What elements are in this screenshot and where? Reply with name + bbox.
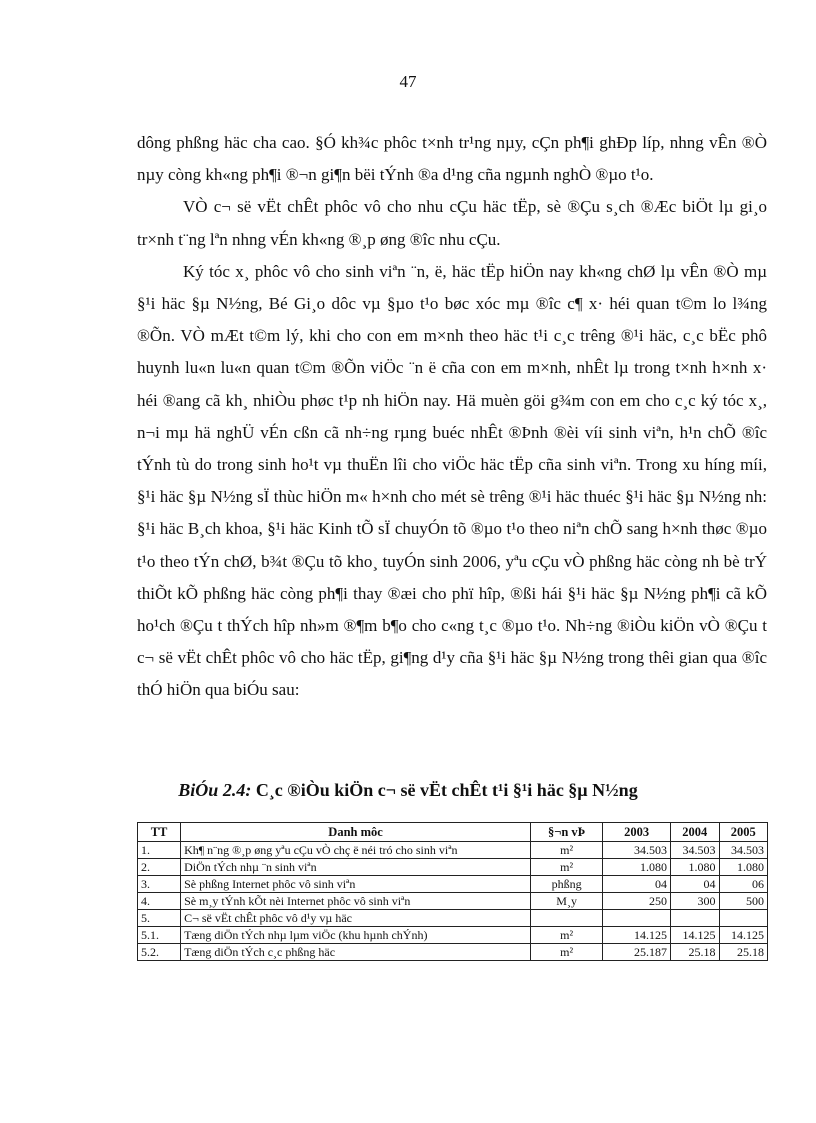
cell-item: Kh¶ n¨ng ®¸p øng yªu cÇu vÒ chç ë néi tró cho sinh viªn [181,842,531,859]
cell-tt: 5.1. [138,927,181,944]
table-row [138,944,768,961]
cell-tt: 2. [138,859,181,876]
page-number: 47 [399,72,417,91]
cell-item: Sè m¸y tÝnh kÕt nèi Internet phôc vô sinh viªn [181,893,531,910]
cell-unit [531,910,603,927]
cell-item: Tæng diÖn tÝch nhµ lµm viÖc (khu hµnh chÝnh) [181,927,531,944]
header-2005: 2005 [719,823,768,842]
header-2003: 2003 [603,823,671,842]
cell-tt: 3. [138,876,181,893]
header-unit: §¬n vÞ [531,823,603,842]
facilities-table [137,822,768,961]
cell-2005: 14.125 [719,927,768,944]
cell-2005: 25.18 [719,944,768,961]
cell-tt: 5. [138,910,181,927]
header-tt: TT [138,823,181,842]
cell-2004 [671,910,719,927]
caption-label: BiÓu 2.4: [178,780,252,800]
paragraph-1: dông phßng häc cha cao. §Ó kh¾c phôc t×nh tr¹ng nµy, cÇn ph¶i ghÐp líp, nhng vÊn ®Ò nµy còng kh«ng ph¶i ®¬n gi¶n bëi tÝnh ®a d¹ng cña ngµnh nghÒ ®µo t¹o. [137,133,767,185]
cell-2004: 1.080 [671,859,719,876]
table-row [138,910,768,927]
cell-tt: 4. [138,893,181,910]
body-text [137,127,767,707]
cell-tt: 5.2. [138,944,181,961]
cell-2005: 500 [719,893,768,910]
cell-unit: m² [531,842,603,859]
cell-unit: m² [531,859,603,876]
paragraph-2: VÒ c¬ së vËt chÊt phôc vô cho nhu cÇu häc tËp, sè ®Çu s¸ch ®Æc biÖt lµ gi¸o tr×nh t¨ng lªn nhng vÉn kh«ng ®¸p øng ®îc nhu cÇu. [137,197,767,249]
cell-2005: 1.080 [719,859,768,876]
cell-2004: 14.125 [671,927,719,944]
cell-item: C¬ së vËt chÊt phôc vô d¹y vµ häc [181,910,531,927]
cell-2003: 1.080 [603,859,671,876]
header-2004: 2004 [671,823,719,842]
cell-2005: 06 [719,876,768,893]
table-row [138,893,768,910]
cell-unit: phßng [531,876,603,893]
table-header-row [138,823,768,842]
cell-2004: 300 [671,893,719,910]
cell-tt: 1. [138,842,181,859]
cell-item: Tæng diÖn tÝch c¸c phßng häc [181,944,531,961]
caption-title: C¸c ®iÒu kiÖn c¬ së vËt chÊt t¹i §¹i häc §µ N½ng [251,780,638,800]
table-row [138,876,768,893]
cell-2003: 25.187 [603,944,671,961]
cell-unit: m² [531,944,603,961]
table-row [138,859,768,876]
cell-item: Sè phßng Internet phôc vô sinh viªn [181,876,531,893]
header-item: Danh môc [181,823,531,842]
cell-2005: 34.503 [719,842,768,859]
table-caption [0,780,816,801]
cell-2004: 34.503 [671,842,719,859]
cell-2003: 250 [603,893,671,910]
paragraph-3: Ký tóc x¸ phôc vô cho sinh viªn ¨n, ë, häc tËp hiÖn nay kh«ng chØ lµ vÊn ®Ò mµ §¹i häc §µ N½ng, Bé Gi¸o dôc vµ §µo t¹o bøc xóc mµ ®îc c¶ x· héi quan t©m lo l¾ng ®Õn. VÒ mÆt t©m lý, khi cho con em m×nh theo häc t¹i c¸c trêng ®¹i häc, c¸c bËc phô huynh lu«n lu«n quan t©m ®Õn viÖc ¨n ë cña con em m×nh, nhÊt lµ trong t×nh h×nh x· héi ®ang cã kh¸ nhiÒu phøc t¹p nh hiÖn nay. Hä muèn göi g¾m con em cho c¸c ký tóc x¸, n¬i mµ hä nghÜ vÉn cßn cã nh÷ng rµng buéc nhÊt ®Þnh ®èi víi sinh viªn, h¹n chÕ ®îc tÝnh tù do trong sinh ho¹t vµ thuËn lîi cho viÖc häc tËp cña sinh viªn. Trong xu híng míi, §¹i häc §µ N½ng sÏ thùc hiÖn m« h×nh cho mét sè trêng ®¹i häc thuéc §¹i häc §µ N½ng nh: §¹i häc B¸ch khoa, §¹i häc Kinh tÕ sÏ chuyÓn tõ ®µo t¹o theo niªn chÕ sang h×nh thøc ®µo t¹o theo tÝn chØ, b¾t ®Çu tõ kho¸ tuyÓn sinh 2006, yªu cÇu vÒ phßng häc còng nh bè trÝ thiÕt kÕ phßng häc còng ph¶i thay ®æi cho phï hîp, ®ßi hái §¹i häc §µ N½ng ph¶i cã kÕ ho¹ch ®Çu t thÝch hîp nh»m ®¶m b¶o cho c«ng t¸c ®µo t¹o. Nh÷ng ®iÒu kiÖn vÒ ®Çu t c¬ së vËt chÊt phôc vô cho häc tËp, gi¶ng d¹y cña §¹i häc §µ N½ng trong thêi gian qua ®îc thÓ hiÖn qua biÓu sau: [137,261,767,700]
cell-2004: 04 [671,876,719,893]
cell-2005 [719,910,768,927]
cell-2003: 34.503 [603,842,671,859]
table-row [138,842,768,859]
cell-2003 [603,910,671,927]
cell-unit: m² [531,927,603,944]
cell-2004: 25.18 [671,944,719,961]
cell-2003: 04 [603,876,671,893]
cell-2003: 14.125 [603,927,671,944]
table-row [138,927,768,944]
cell-item: DiÖn tÝch nhµ ¨n sinh viªn [181,859,531,876]
cell-unit: M¸y [531,893,603,910]
